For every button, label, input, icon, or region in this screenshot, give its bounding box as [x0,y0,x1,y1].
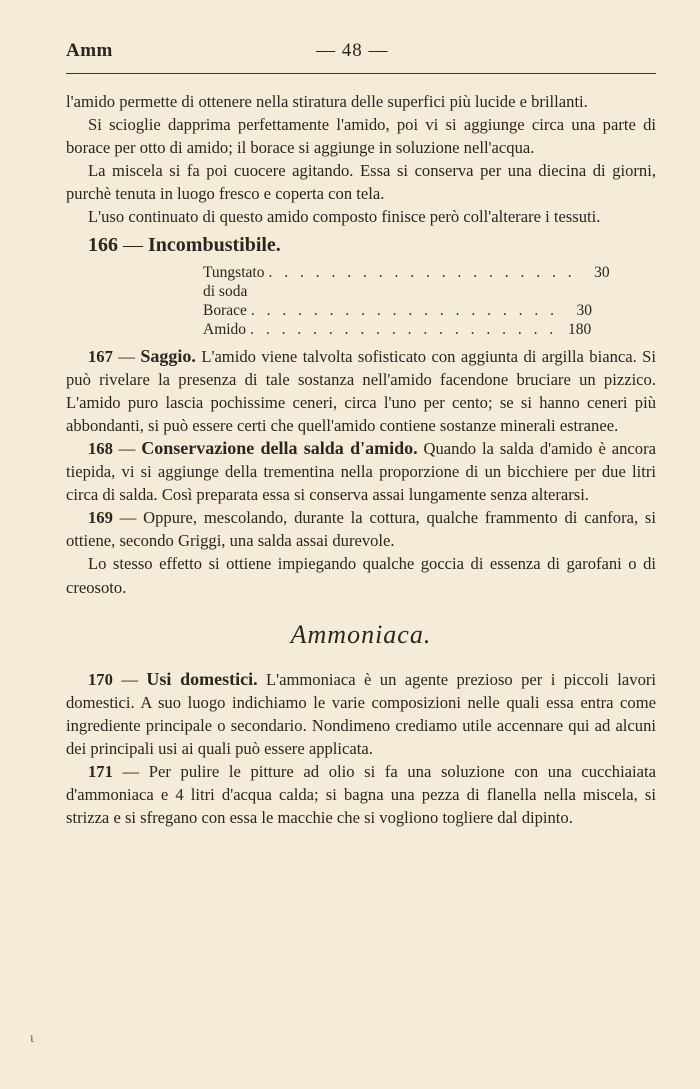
entry-168 [66,437,656,506]
recipe-row [203,263,610,301]
paragraph: Si scioglie dapprima perfettamente l'amido, poi vi si aggiunge circa una parte di borace per otto di amido; il borace si aggiunge in soluzione nell'acqua. [66,115,656,158]
entry-number: 171 [88,762,113,782]
entry-171 [66,760,656,829]
recipe-row [203,301,593,320]
paragraph: Lo stesso effetto si ottiene impiegando qualche goccia di essenza di garofani o di creosoto. [66,554,656,597]
entry-dash: — [118,438,136,458]
paragraph: La miscela si fa poi cuocere agitando. Essa si conserva per una diecina di giorni, purchè tenuta in luogo fresco e coperta con tela. [66,161,656,204]
entry-number: 169 [88,508,113,528]
ingredient-name: Borace [203,301,247,319]
entry-dash: — [119,508,137,528]
ingredient-qty: 180 [567,320,592,338]
entry-text: Per pulire le pitture ad olio si fa una soluzione con una cucchiaiata d'ammoniaca e 4 litri d'acqua calda; si bagna una pezza di flanella nella miscela, si strizza e si sfregano con essa le macchie che si vogliono togliere dal dipinto. [66,762,656,828]
entry-169 [66,506,656,552]
recipe-row [203,320,592,339]
leader-dots: . . . . . . . . . . . . . . . . . . . . [268,263,576,281]
section-title: Ammoniaca. [290,619,432,649]
entry-dash: — [123,233,143,256]
leader-dots: . . . . . . . . . . . . . . . . . . . . [250,320,558,338]
entry-text: Quando la salda d'amido è ancora tiepida, vi si aggiunge della trementina nella proporzione di un bicchiere per due litri circa di salda. Così preparata essa si conserva assai lungamente senza alterarsi. [66,438,656,505]
entry-text: L'amido viene talvolta sofisticato con aggiunta di argilla bianca. Si può rivelare la presenza di tale sostanza nell'amido facendone bruciare un pizzico. L'amido puro lascia pochissime ceneri, circa l'uno per cento; se si hanno ceneri più abbondanti, si può essere certi che quell'amido contiene sostanze minerali estranee. [66,346,657,435]
entry-166-heading [88,231,656,259]
entry-number: 170 [88,669,113,689]
running-head [66,40,656,68]
paragraph: L'uso continuato di questo amido composto finisce però coll'alterare i tessuti. [88,207,601,227]
entry-dash: — [122,762,140,782]
recipe-table [203,263,610,339]
entry-167 [66,345,656,437]
ingredient-qty: 30 [576,301,593,319]
ingredient-name: Tungstato di soda [203,263,265,300]
running-head-keyword: Amm [66,40,113,61]
entry-number: 167 [88,346,113,366]
entry-title: Saggio. [140,345,196,366]
entry-title: Incombustibile. [148,233,281,256]
entry-dash: — [118,346,135,366]
entry-title: Usi domestici. [146,668,258,689]
ingredient-qty: 30 [594,263,610,281]
header-rule [66,73,656,74]
entry-170 [66,668,656,760]
page-number: — 48 — [316,40,389,61]
paragraph: l'amido permette di ottenere nella stiratura delle superfici più lucide e brillanti. [66,92,588,111]
page-body [66,90,656,829]
entry-dash: — [121,669,138,689]
entry-title: Conservazione della salda d'amido. [141,437,418,458]
entry-text: L'ammoniaca è un agente prezioso per i piccoli lavori domestici. A suo luogo indichiamo le varie composizioni nelle quali essa entra come ingrediente principale o secondario. Nondimeno crediamo utile accennare qui ad alcuni dei principali usi ai quali può essere applicata. [66,669,656,758]
margin-mark: ι [30,1031,34,1046]
leader-dots: . . . . . . . . . . . . . . . . . . . . [250,301,559,319]
entry-number: 168 [88,438,113,458]
entry-number: 166 [88,233,118,256]
entry-text: Oppure, mescolando, durante la cottura, qualche frammento di canfora, si ottiene, secondo Griggi, una salda assai durevole. [66,508,657,551]
ingredient-name: Amido [203,320,247,338]
